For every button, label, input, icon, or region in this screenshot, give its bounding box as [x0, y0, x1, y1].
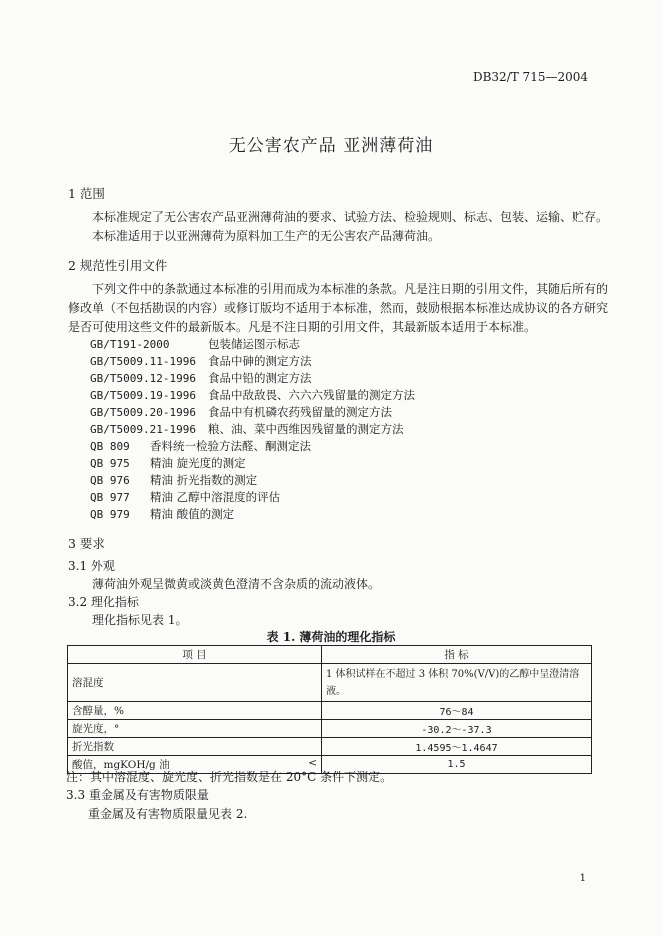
reference-title: 食品中铅的测定方法 — [208, 371, 312, 385]
reference-item — [90, 353, 312, 369]
less-than-marker: < — [308, 757, 317, 769]
reference-item — [90, 404, 392, 420]
reference-title: 精油 折光指数的测定 — [150, 473, 258, 487]
reference-item — [90, 472, 257, 488]
section-3-2-text: 理化指标见表 1。 — [92, 613, 188, 627]
reference-item — [90, 506, 234, 522]
reference-code: GB/T5009.20-1996 — [90, 406, 196, 419]
table-cell-value: 76～84 — [322, 702, 592, 720]
reference-code: GB/T191-2000 — [90, 338, 170, 351]
physicochemical-table — [67, 645, 592, 774]
reference-code: QB 977 — [90, 491, 130, 504]
table-row — [68, 720, 592, 738]
reference-code: GB/T5009.12-1996 — [90, 372, 196, 385]
reference-title: 精油 乙醇中溶混度的评估 — [150, 490, 281, 504]
table-row — [68, 738, 592, 756]
page-number: 1 — [579, 873, 586, 884]
reference-code: QB 976 — [90, 474, 130, 487]
table-cell-item: 折光指数 — [68, 738, 322, 756]
table-header-value: 指 标 — [322, 646, 592, 664]
reference-title: 食品中敌敌畏、六六六残留量的测定方法 — [208, 388, 415, 402]
table-cell-item: 含醇量，% — [68, 702, 322, 720]
section-1-heading: 1 范围 — [68, 186, 105, 201]
section-3-2-heading: 3.2 理化指标 — [68, 595, 139, 609]
reference-title: 食品中砷的测定方法 — [208, 354, 312, 368]
reference-code: QB 975 — [90, 457, 130, 470]
table-row — [68, 702, 592, 720]
reference-item — [90, 455, 246, 471]
section-3-3-text: 重金属及有害物质限量见表 2. — [88, 807, 248, 821]
reference-item — [90, 370, 312, 386]
reference-code: QB 979 — [90, 508, 130, 521]
reference-item — [90, 387, 415, 403]
page-title: 无公害农产品 亚洲薄荷油 — [228, 136, 434, 156]
section-3-3-heading: 3.3 重金属及有害物质限量 — [66, 788, 209, 802]
table-cell-item: 溶混度 — [68, 664, 322, 702]
reference-title: 食品中有机磷农药残留量的测定方法 — [208, 405, 392, 419]
reference-title: 精油 酸值的测定 — [150, 507, 235, 521]
table-note: 注：其中溶混度、旋光度、折光指数是在 20°C 条件下测定。 — [66, 770, 393, 784]
reference-title: 包装储运图示标志 — [208, 337, 300, 351]
reference-item — [90, 438, 311, 454]
table-cell-value: 1 体积试样在不超过 3 体积 70%(V/V)的乙醇中呈澄清溶液。 — [322, 664, 592, 702]
reference-title: 粮、油、菜中西维因残留量的测定方法 — [208, 422, 404, 436]
table-header-item: 项 目 — [68, 646, 322, 664]
reference-code: GB/T5009.21-1996 — [90, 423, 196, 436]
table-cell-item: 旋光度，° — [68, 720, 322, 738]
section-1-paragraph-2: 本标准适用于以亚洲薄荷为原料加工生产的无公害农产品薄荷油。 — [92, 229, 441, 243]
table-1-caption: 表 1. 薄荷油的理化指标 — [266, 630, 396, 644]
section-1-paragraph-1: 本标准规定了无公害农产品亚洲薄荷油的要求、试验方法、检验规则、标志、包装、运输、贮存。 — [92, 210, 609, 224]
table-cell-value: 1.4595～1.4647 — [322, 738, 592, 756]
reference-code: GB/T5009.11-1996 — [90, 355, 196, 368]
reference-item — [90, 489, 280, 505]
section-2-intro: 下列文件中的条款通过本标准的引用而成为本标准的条款。凡是注日期的引用文件，其随后所有的修改单（不包括勘误的内容）或修订版均不适用于本标准，然而，鼓励根据本标准达成协议的各方研究是否可使用这些文件的最新版本。凡是不注日期的引用文件，其最新版本适用于本标准。 — [68, 282, 609, 334]
table-row — [68, 664, 592, 702]
section-3-1-heading: 3.1 外观 — [68, 559, 115, 573]
section-3-1-text: 薄荷油外观呈微黄或淡黄色澄清不含杂质的流动液体。 — [92, 577, 381, 591]
section-3-heading: 3 要求 — [68, 536, 105, 551]
document-number: DB32/T 715—2004 — [472, 70, 588, 84]
reference-code: QB 809 — [90, 440, 130, 453]
table-cell-item-text: 酸值，mgKOH/g 油 — [72, 759, 170, 771]
reference-item — [90, 421, 404, 437]
table-cell-value: -30.2～-37.3 — [322, 720, 592, 738]
reference-item — [90, 336, 300, 352]
table-cell-value: 1.5 — [322, 756, 592, 774]
table-header-row — [68, 646, 592, 664]
reference-code: GB/T5009.19-1996 — [90, 389, 196, 402]
reference-title: 香料统一检验方法醛、酮测定法 — [150, 439, 311, 453]
section-2-heading: 2 规范性引用文件 — [68, 258, 168, 273]
reference-title: 精油 旋光度的测定 — [150, 456, 246, 470]
